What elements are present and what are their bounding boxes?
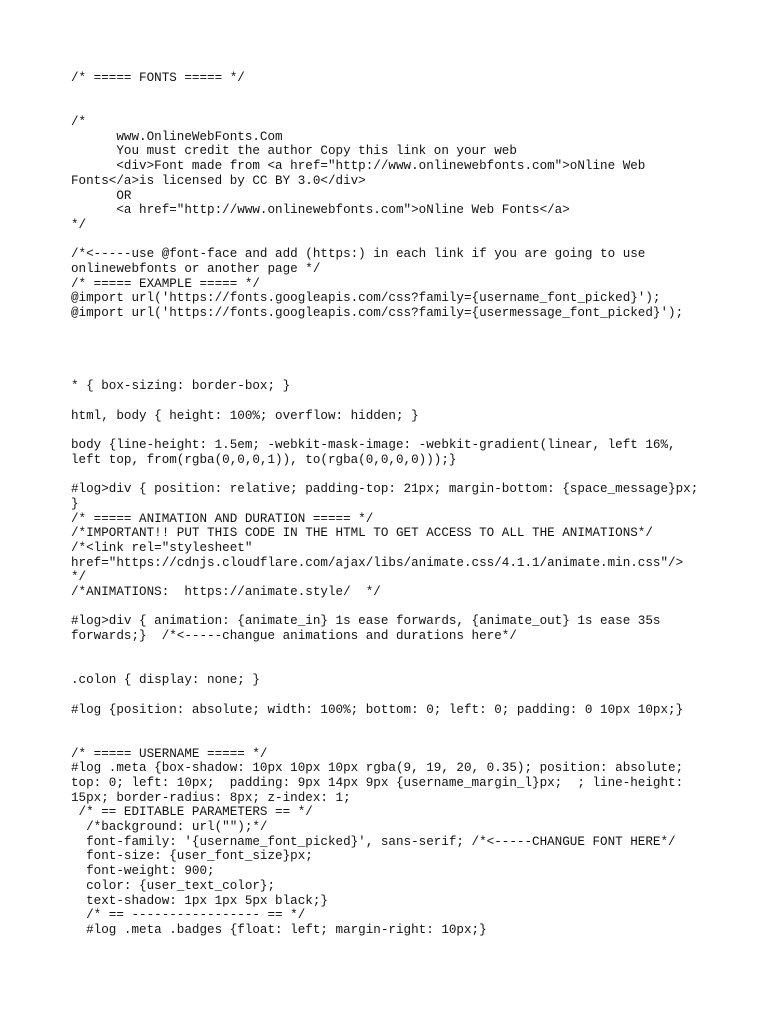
code-line: Fonts</a>is licensed by CC BY 3.0</div> [71, 173, 366, 188]
code-line [71, 365, 711, 380]
code-line: /*<link rel="stylesheet" [71, 541, 253, 555]
code-line [71, 688, 711, 703]
code-line: You must credit the author Copy this link on your web [71, 144, 517, 159]
code-line: @import url('https://fonts.googleapis.com/css?family={usermessage_font_picked}'); [71, 306, 684, 320]
code-line [71, 659, 711, 674]
code-line: top: 0; left: 10px; padding: 9px 14px 9px {username_margin_l}px; ; line-height: [71, 776, 684, 790]
code-line: * { box-sizing: border-box; } [71, 379, 291, 394]
code-line [71, 350, 711, 365]
code-line: */ [71, 570, 87, 585]
code-line [71, 86, 711, 101]
code-line: */ [71, 217, 87, 232]
code-line [71, 100, 711, 115]
code-line: #log .meta .badges {float: left; margin-right: 10px;} [71, 922, 487, 937]
code-line: font-size: {user_font_size}px; [71, 849, 313, 864]
code-line: <div>Font made from <a href="http://www.onlinewebfonts.com">oNline Web [71, 159, 646, 174]
code-line: /*<-----use @font-face and add (https:) in each link if you are going to use [71, 247, 646, 262]
code-line [71, 335, 711, 350]
code-line: text-shadow: 1px 1px 5px black;} [71, 893, 328, 908]
code-line: font-weight: 900; [71, 864, 215, 879]
code-line: forwards;} /*<-----changue animations and durations here*/ [71, 629, 517, 644]
code-line [71, 468, 711, 483]
code-line: body {line-height: 1.5em; -webkit-mask-image: -webkit-gradient(linear, left 16%, [71, 438, 676, 453]
code-block [71, 71, 711, 938]
code-line [71, 424, 711, 439]
code-line [71, 321, 711, 336]
code-line: /*ANIMATIONS: https://animate.style/ */ [71, 585, 381, 600]
code-line: left top, from(rgba(0,0,0,1)), to(rgba(0,0,0,0)));} [71, 452, 457, 467]
code-line: @import url('https://fonts.googleapis.com/css?family={username_font_picked}'); [71, 291, 661, 306]
code-line [71, 600, 711, 615]
code-line: /* ===== USERNAME ===== */ [71, 746, 268, 761]
code-line: .colon { display: none; } [71, 673, 260, 688]
code-line [71, 644, 711, 659]
code-line: www.OnlineWebFonts.Com [71, 129, 283, 144]
code-line: font-family: '{username_font_picked}', sans-serif; /*<-----CHANGUE FONT HERE*/ [71, 834, 676, 849]
code-line: /* [71, 115, 87, 130]
code-line: #log>div { animation: {animate_in} 1s ease forwards, {animate_out} 1s ease 35s [71, 614, 661, 629]
code-line: <a href="http://www.onlinewebfonts.com">oNline Web Fonts</a> [71, 203, 570, 218]
code-line: } [71, 496, 79, 511]
code-line [71, 233, 711, 248]
code-line: /* ===== EXAMPLE ===== */ [71, 276, 260, 291]
code-line: #log>div { position: relative; padding-top: 21px; margin-bottom: {space_message}px; [71, 482, 699, 497]
code-line: onlinewebfonts or another page */ [71, 261, 321, 276]
code-line: OR [71, 188, 132, 203]
code-line: html, body { height: 100%; overflow: hidden; } [71, 408, 419, 423]
code-line: 15px; border-radius: 8px; z-index: 1; [71, 790, 351, 805]
code-line: /* ===== FONTS ===== */ [71, 71, 245, 85]
code-line: #log {position: absolute; width: 100%; bottom: 0; left: 0; padding: 0 10px 10px;} [71, 702, 684, 717]
code-line: /*background: url("");*/ [71, 820, 268, 835]
code-line: href="https://cdnjs.cloudflare.com/ajax/libs/animate.css/4.1.1/animate.min.css"/> [71, 555, 684, 570]
code-line [71, 717, 711, 732]
code-line: /* == ----------------- == */ [71, 908, 306, 923]
code-line: #log .meta {box-shadow: 10px 10px 10px rgba(9, 19, 20, 0.35); position: absolute; [71, 761, 684, 776]
code-line: /* ===== ANIMATION AND DURATION ===== */ [71, 511, 374, 526]
code-line [71, 394, 711, 409]
code-line: color: {user_text_color}; [71, 878, 276, 893]
code-line [71, 732, 711, 747]
code-line: /*IMPORTANT!! PUT THIS CODE IN THE HTML TO GET ACCESS TO ALL THE ANIMATIONS*/ [71, 526, 653, 541]
code-line: /* == EDITABLE PARAMETERS == */ [71, 805, 313, 820]
